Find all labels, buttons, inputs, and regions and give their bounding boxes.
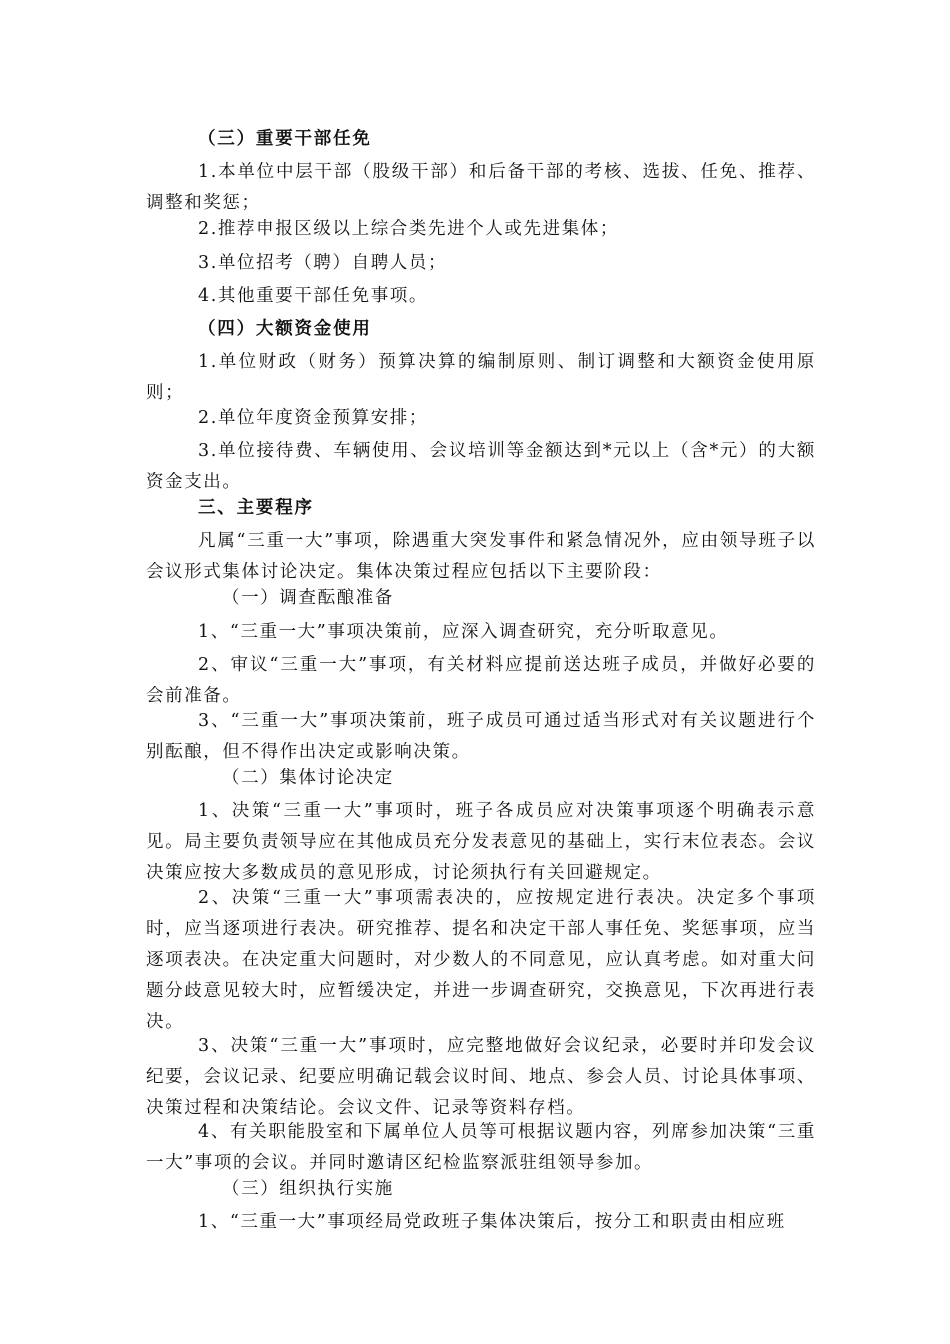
paragraph: 2.单位年度资金预算安排； <box>198 408 428 428</box>
paragraph: 1、“三重一大”事项经局党政班子集体决策后，按分工和职责由相应班 <box>198 1212 786 1232</box>
paragraph: 4、有关职能股室和下属单位人员等可根据议题内容，列席参加决策“三重一大”事项的会议。并同时邀请区纪检监察派驻组领导参加。 <box>146 1122 816 1173</box>
paragraph: 2、决策“三重一大”事项需表决的，应按规定进行表决。决定多个事项时，应当逐项进行表决。研究推荐、提名和决定干部人事任免、奖惩事项，应当逐项表决。在决定重大问题时，对少数人的不同意见，应认真考虑。如对重大问题分歧意见较大时，应暂缓决定，并进一步调查研究，交换意见，下次再进行表决。 <box>146 888 816 1032</box>
subsection-heading: （三）组织执行实施 <box>222 1179 394 1199</box>
paragraph: 凡属“三重一大”事项，除遇重大突发事件和紧急情况外，应由领导班子以会议形式集体讨论决定。集体决策过程应包括以下主要阶段： <box>146 531 816 582</box>
subsection-heading: （二）集体讨论决定 <box>222 768 394 788</box>
paragraph: 1.本单位中层干部（股级干部）和后备干部的考核、选拔、任免、推荐、调整和奖惩； <box>146 162 816 213</box>
paragraph: 2、审议“三重一大”事项，有关材料应提前送达班子成员，并做好必要的会前准备。 <box>146 655 816 706</box>
section-heading: （四）大额资金使用 <box>198 319 372 339</box>
paragraph: 1、决策“三重一大”事项时，班子各成员应对决策事项逐个明确表示意见。局主要负责领导应在其他成员充分发表意见的基础上，实行末位表态。会议决策应按大多数成员的意见形成，讨论须执行有关回避规定。 <box>146 801 816 883</box>
paragraph: 3、“三重一大”事项决策前，班子成员可通过适当形式对有关议题进行个别酝酿，但不得作出决定或影响决策。 <box>146 711 816 762</box>
subsection-heading: （一）调查酝酿准备 <box>222 588 394 608</box>
paragraph: 3.单位接待费、车辆使用、会议培训等金额达到*元以上（含*元）的大额资金支出。 <box>146 441 816 492</box>
section-heading: 三、主要程序 <box>198 498 314 518</box>
paragraph: 1、“三重一大”事项决策前，应深入调查研究，充分听取意见。 <box>198 622 729 642</box>
paragraph: 3、决策“三重一大”事项时，应完整地做好会议纪录，必要时并印发会议纪要，会议记录、纪要应明确记载会议时间、地点、参会人员、讨论具体事项、决策过程和决策结论。会议文件、记录等资料存档。 <box>146 1036 816 1118</box>
paragraph: 2.推荐申报区级以上综合类先进个人或先进集体； <box>198 219 619 239</box>
paragraph: 4.其他重要干部任免事项。 <box>198 286 428 306</box>
section-heading: （三）重要干部任免 <box>198 129 372 149</box>
paragraph: 1.单位财政（财务）预算决算的编制原则、制订调整和大额资金使用原则； <box>146 352 816 403</box>
paragraph: 3.单位招考（聘）自聘人员； <box>198 253 448 273</box>
